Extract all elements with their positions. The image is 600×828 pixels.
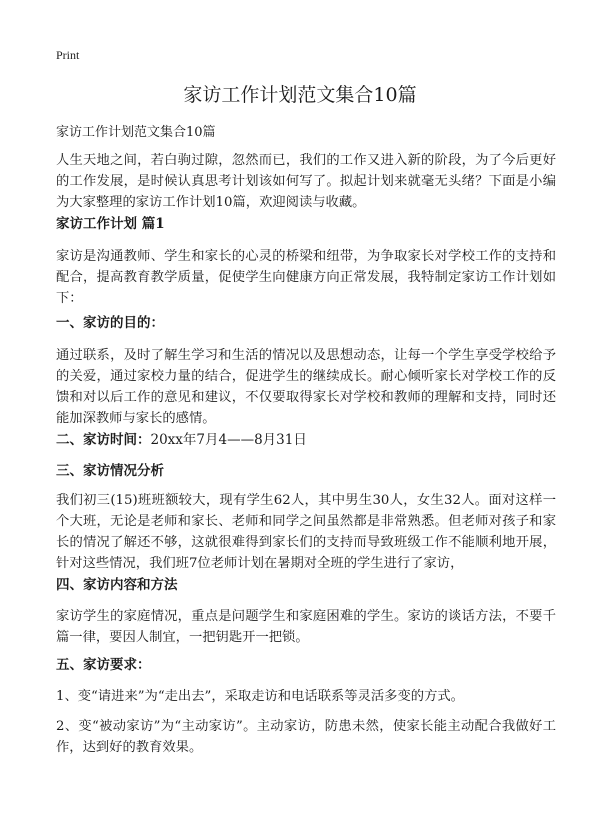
paragraph-analysis: 我们初三(15)班班额较大，现有学生62人，其中男生30人，女生32人。面对这样一个大班，无论是老师和家长、老师和同学之间虽然都是非常熟悉。但老师对孩子和家长的情况了解还不够，这就很难得到家长们的支持而导致班级工作不能顺利地开展，针对这些情况，我们班7位老师计划在暑期对全班的学生进行了家访， — [56, 493, 556, 571]
heading-time-label: 二、家访时间： — [56, 432, 151, 448]
heading-time-value: 20xx年7月4——8月31日 — [150, 432, 307, 448]
heading-purpose: 一、家访的目的： — [56, 315, 164, 331]
paragraph-purpose-intro: 家访是沟通教师、学生和家长的心灵的桥梁和纽带，为争取家长对学校工作的支持和配合，提高教育教学质量，促使学生向健康方向正常发展，我特制定家访工作计划如下： — [56, 249, 556, 306]
document-subtitle: 家访工作计划范文集合10篇 — [56, 125, 216, 140]
heading-content-method: 四、家访内容和方法 — [56, 577, 178, 593]
section-title: 家访工作计划 篇1 — [56, 216, 165, 232]
print-link[interactable]: Print — [56, 48, 80, 62]
intro-paragraph: 人生天地之间，若白驹过隙，忽然而已，我们的工作又进入新的阶段，为了今后更好的工作发展，是时候认真思考计划该如何写了。拟起计划来就毫无头绪？下面是小编为大家整理的家访工作计划10篇，欢迎阅读与收藏。 — [56, 153, 556, 210]
heading-time — [56, 430, 556, 451]
heading-requirements: 五、家访要求： — [56, 657, 151, 673]
requirement-item-2: 2、变“被动家访”为“主动家访”。主动家访，防患未然，使家长能主动配合我做好工作，达到好的教育效果。 — [56, 719, 556, 755]
paragraph-content-method: 家访学生的家庭情况，重点是问题学生和家庭困难的学生。家访的谈话方法，不要千篇一律，要因人制宜，一把钥匙开一把锁。 — [56, 609, 556, 645]
heading-analysis: 三、家访情况分析 — [56, 463, 164, 479]
requirement-item-1: 1、变“请进来”为“走出去”，采取走访和电话联系等灵活多变的方式。 — [56, 689, 464, 704]
document-title: 家访工作计划范文集合10篇 — [183, 84, 417, 106]
paragraph-purpose: 通过联系，及时了解生学习和生活的情况以及思想动态，让每一个学生享受学校给予的关爱，通过家校力量的结合，促进学生的继续成长。耐心倾听家长对学校工作的反馈和对以后工作的意见和建议，不仅要取得家长对学校和教师的理解和支持，同时还能加深教师与家长的感情。 — [56, 348, 556, 426]
